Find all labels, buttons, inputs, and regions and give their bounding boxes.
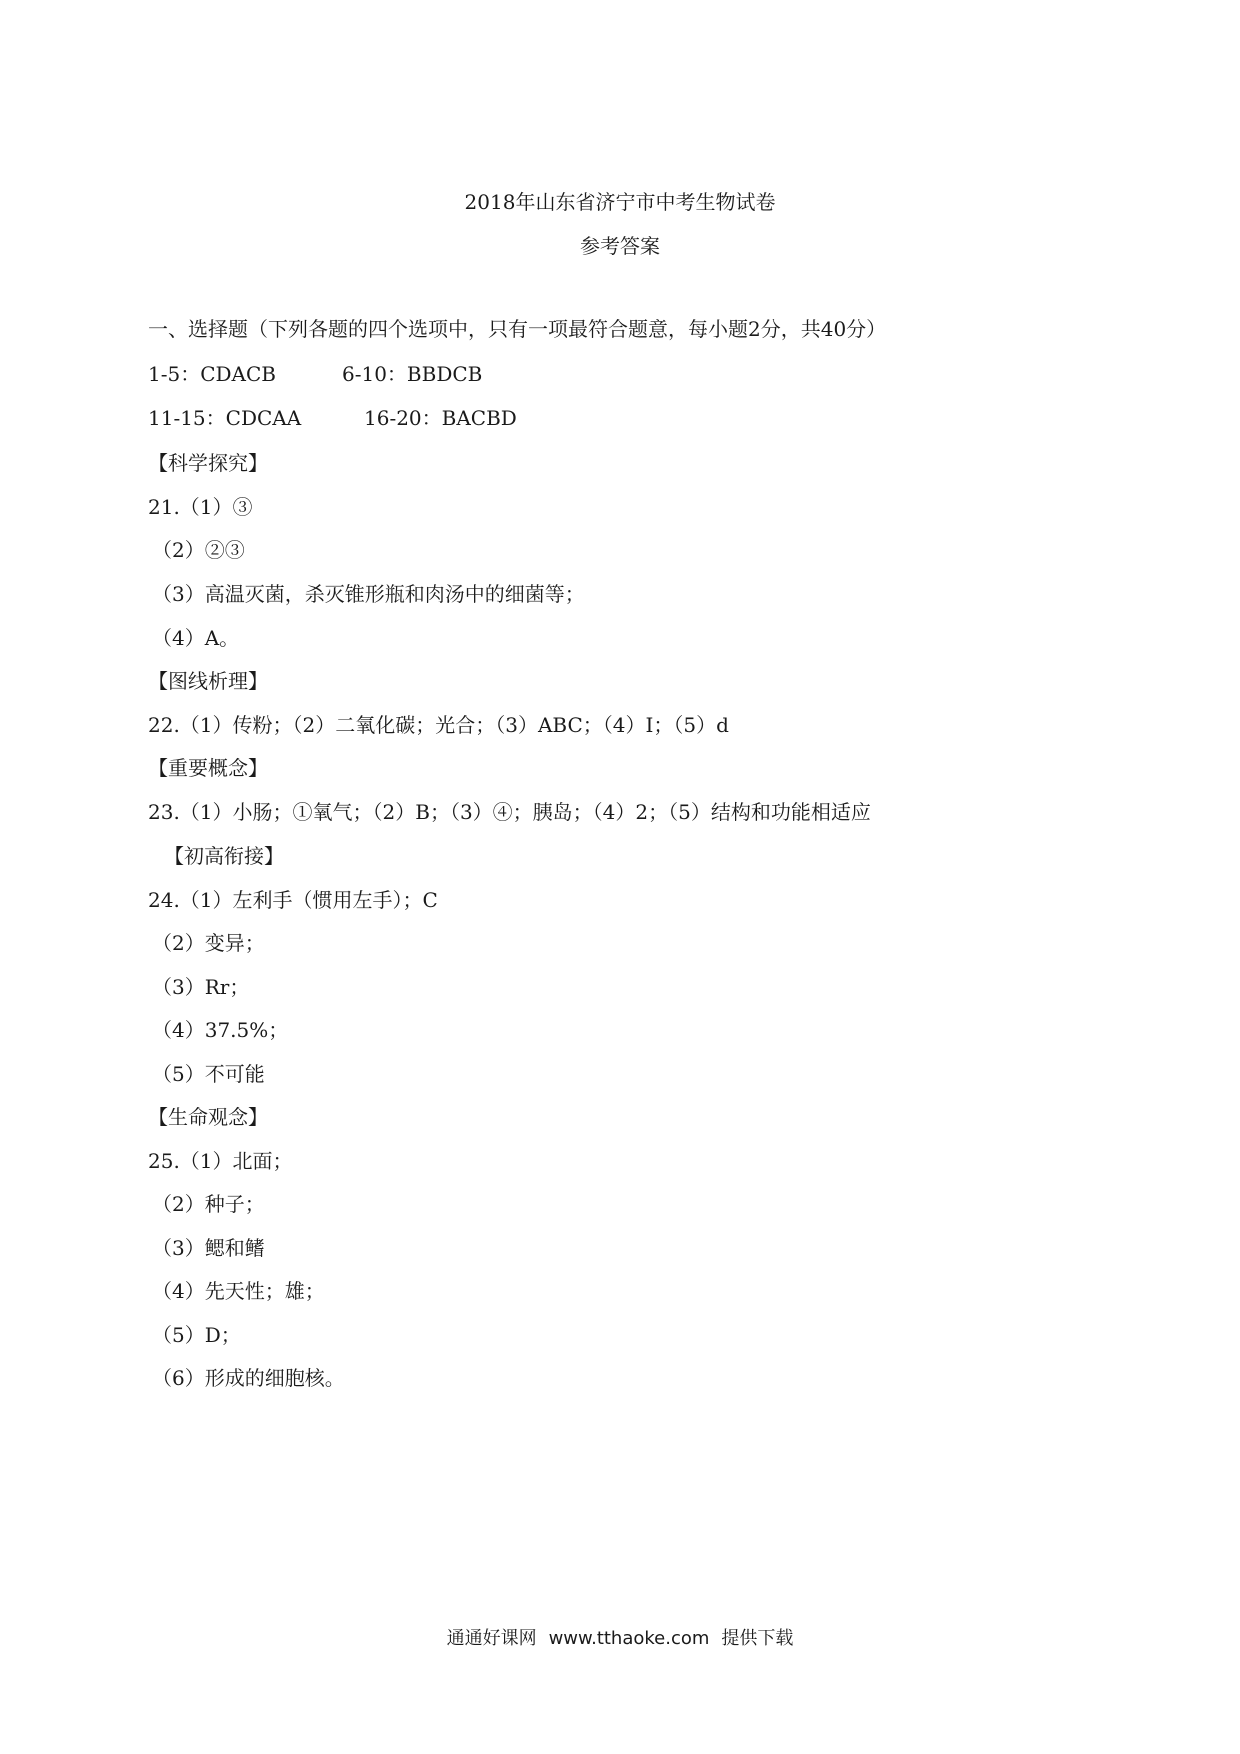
answer-line: （5）不可能 (152, 1062, 265, 1086)
answer-group: 16-20：BACBD (364, 406, 517, 430)
answer-line: 25.（1）北面； (148, 1149, 293, 1173)
page-footer (0, 1624, 1240, 1650)
answer-line: （5）D； (152, 1323, 241, 1347)
document-title: 2018年山东省济宁市中考生物试卷 (464, 190, 776, 214)
section-heading-life: 【生命观念】 (148, 1105, 268, 1129)
answer-line: （2）②③ (152, 538, 245, 562)
footer-site-name: 通通好课网 (446, 1628, 537, 1649)
answer-group: 6-10：BBDCB (342, 362, 483, 386)
answer-line: 23.（1）小肠；①氧气；（2）B；（3）④；胰岛；（4）2；（5）结构和功能相适应 (148, 800, 871, 824)
answer-line: （3）高温灭菌，杀灭锥形瓶和肉汤中的细菌等； (152, 582, 585, 606)
section-heading-bridge: 【初高衔接】 (164, 844, 284, 868)
section-heading-graph: 【图线析理】 (148, 669, 268, 693)
answer-line: （2）变异； (152, 931, 265, 955)
answer-line: 21.（1）③ (148, 495, 253, 519)
answer-line: 22.（1）传粉；（2）二氧化碳；光合；（3）ABC；（4）Ⅰ；（5）d (148, 713, 729, 737)
answer-line: （3）Rr； (152, 975, 250, 999)
section-heading-choice: 一、选择题（下列各题的四个选项中，只有一项最符合题意，每小题2分，共40分） (148, 317, 887, 341)
answer-line: （4）37.5%； (152, 1018, 289, 1042)
answer-group: 1-5：CDACB (148, 362, 276, 386)
answer-line: （3）鳃和鳍 (152, 1236, 265, 1260)
section-heading-concept: 【重要概念】 (148, 756, 268, 780)
footer-url-link[interactable]: www.tthaoke.com (548, 1628, 710, 1649)
section-heading-science: 【科学探究】 (148, 451, 268, 475)
answer-line: （4）先天性；雄； (152, 1279, 325, 1303)
answer-line: 24.（1）左利手（惯用左手）；C (148, 888, 438, 912)
answer-group: 11-15：CDCAA (148, 406, 302, 430)
answer-line: （6）形成的细胞核。 (152, 1366, 345, 1390)
answer-line: （2）种子； (152, 1192, 265, 1216)
answer-line: （4）A。 (152, 626, 240, 650)
footer-suffix: 提供下载 (721, 1628, 794, 1649)
document-subtitle: 参考答案 (580, 234, 660, 258)
